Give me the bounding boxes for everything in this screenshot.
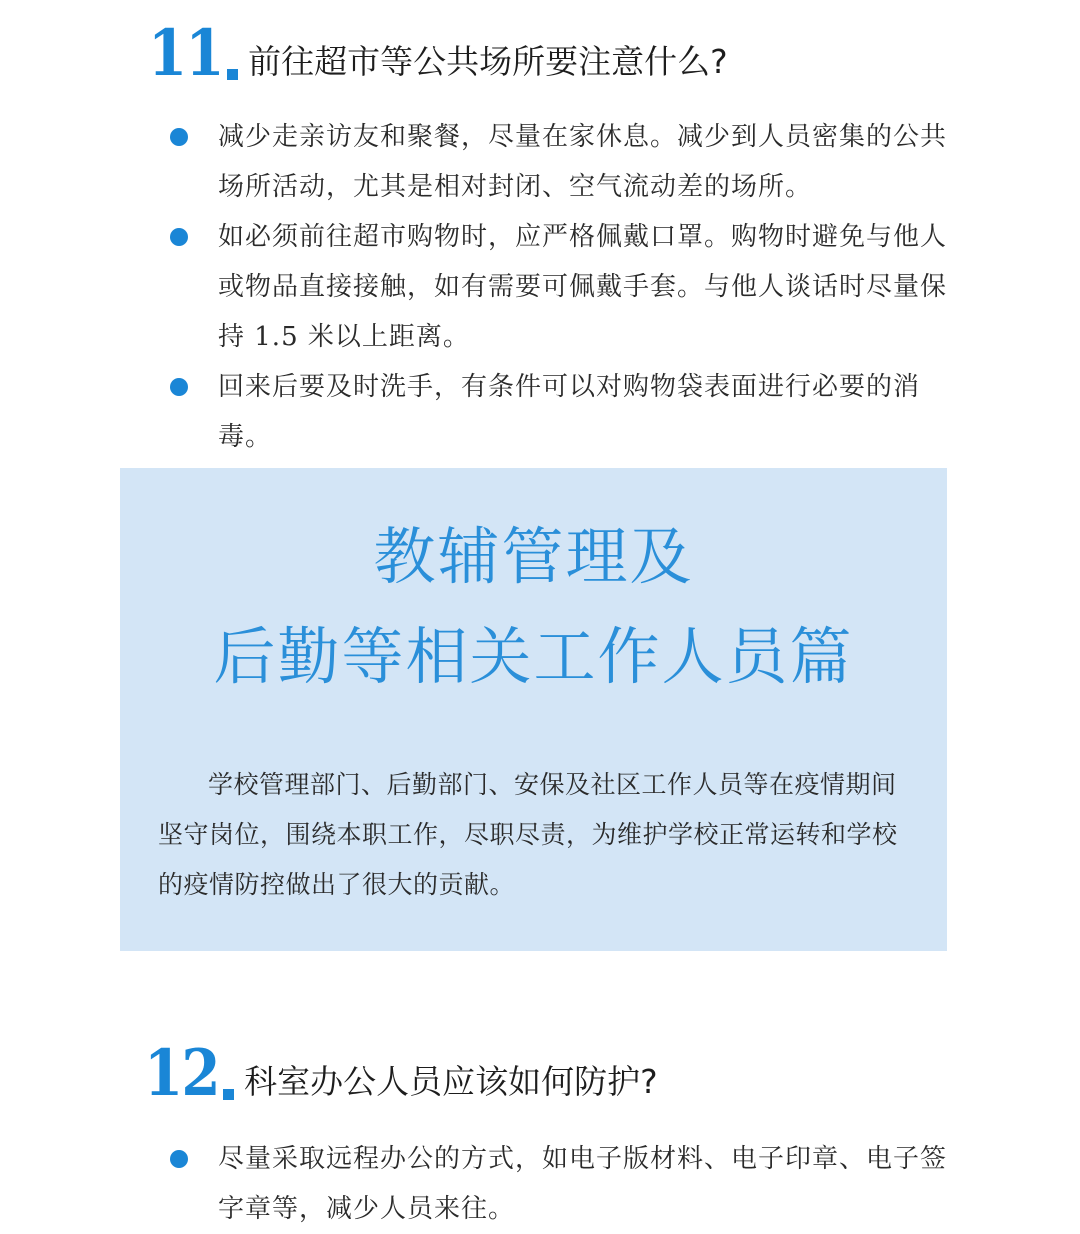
question-number-dot [227, 69, 238, 80]
list-item [170, 1134, 960, 1234]
question-11-bullets [170, 112, 960, 462]
question-number: 11 [148, 16, 223, 91]
list-item [170, 112, 960, 212]
list-item [170, 362, 960, 462]
question-number-dot [223, 1089, 234, 1100]
section-panel [120, 468, 947, 951]
question-title: 前往超市等公共场所要注意什么? [248, 42, 728, 81]
bullet-text: 回来后要及时洗手，有条件可以对购物袋表面进行必要的消毒。 [218, 372, 921, 452]
question-number: 12 [144, 1036, 219, 1111]
bullet-text: 尽量采取远程办公的方式，如电子版材料、电子印章、电子签字章等，减少人员来往。 [218, 1144, 948, 1224]
question-12-bullets [170, 1134, 960, 1234]
bullet-dot-icon [170, 128, 188, 146]
list-item [170, 212, 960, 362]
panel-title-line-2: 后勤等相关工作人员篇 [213, 620, 854, 693]
panel-title-line-1: 教辅管理及 [373, 520, 694, 593]
bullet-text: 减少走亲访友和聚餐，尽量在家休息。减少到人员密集的公共场所活动，尤其是相对封闭、空气流动差的场所。 [218, 122, 948, 202]
question-11-heading [148, 16, 728, 91]
question-title: 科室办公人员应该如何防护? [244, 1062, 658, 1101]
bullet-text: 如必须前往超市购物时，应严格佩戴口罩。购物时避免与他人或物品直接接触，如有需要可佩戴手套。与他人谈话时尽量保持 1.5 米以上距离。 [218, 222, 948, 352]
bullet-dot-icon [170, 1150, 188, 1168]
bullet-dot-icon [170, 228, 188, 246]
panel-paragraph: 学校管理部门、后勤部门、安保及社区工作人员等在疫情期间坚守岗位，围绕本职工作，尽职尽责，为维护学校正常运转和学校的疫情防控做出了很大的贡献。 [158, 770, 898, 899]
question-12-heading [144, 1036, 658, 1111]
bullet-dot-icon [170, 378, 188, 396]
